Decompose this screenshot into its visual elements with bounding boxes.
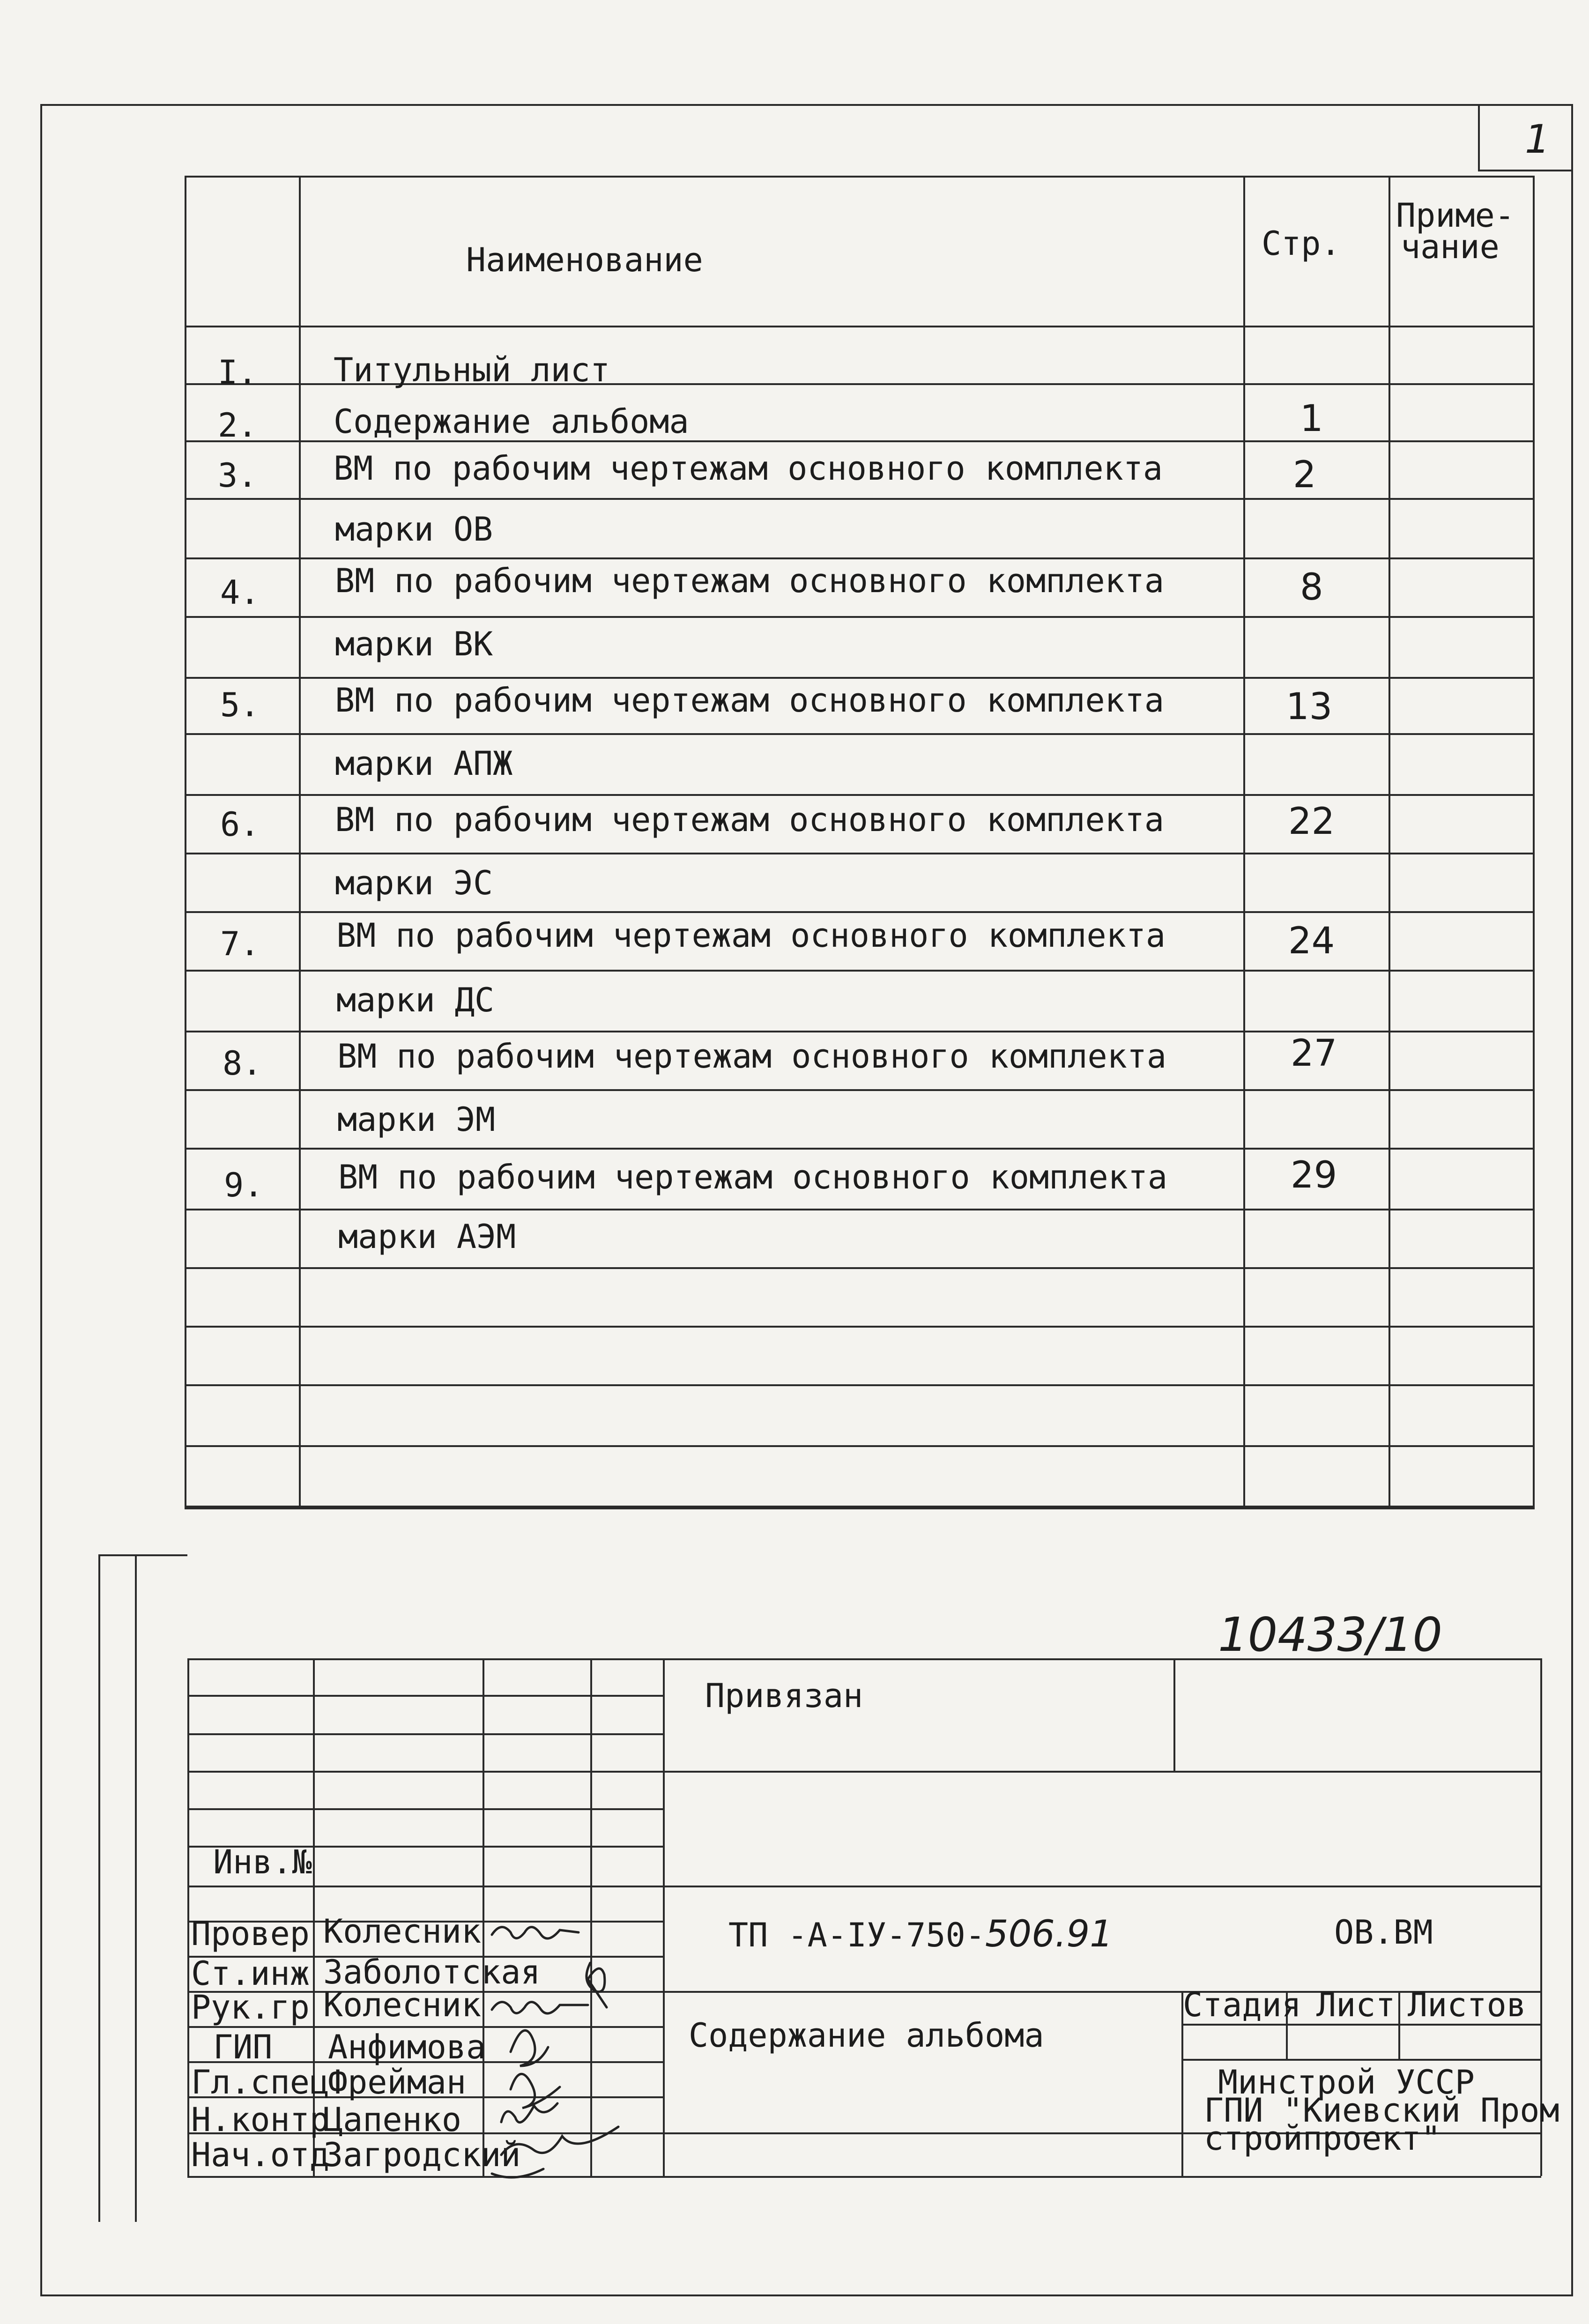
sheet-header: Лист — [1316, 1986, 1396, 2024]
document-code-handwritten: 506.91 — [985, 1913, 1113, 1955]
row-6-number: 6. — [220, 805, 260, 844]
sheets-total-header: Листов — [1408, 1986, 1526, 2024]
row-9-name: ВМ по рабочим чертежам основного комплекта — [338, 1158, 1168, 1196]
sig-role-7: Нач.отд — [191, 2136, 330, 2174]
row-4-number: 4. — [220, 573, 260, 612]
sheet-border-bottom — [41, 2294, 1573, 2296]
sheet-border-top — [41, 104, 1573, 106]
sheet-title: Содержание альбома — [689, 2016, 1044, 2055]
row-6-name: ВМ по рабочим чертежам основного комплекта — [335, 801, 1165, 839]
row-1-number: I. — [218, 353, 258, 392]
bound-label: Привязан — [705, 1677, 863, 1715]
row-3-name: ВМ по рабочим чертежам основного комплекта — [334, 449, 1163, 488]
header-name: Наименование — [466, 241, 703, 279]
row-5-name: ВМ по рабочим чертежам основного комплекта — [335, 681, 1165, 720]
sig-name-7: Загродский — [323, 2136, 521, 2174]
row-3-number: 3. — [218, 456, 258, 495]
row-9-name-2: марки АЭМ — [338, 1218, 516, 1256]
row-4-name-2: марки ВК — [335, 625, 493, 663]
signature-scribbles — [483, 1911, 651, 2192]
sig-role-3: Рук.гр — [191, 1988, 310, 2027]
sheet-border-right — [1571, 104, 1573, 2296]
row-8-name: ВМ по рабочим чертежам основного комплекта — [337, 1037, 1167, 1076]
organization-line-1: Минстрой УССР — [1218, 2063, 1475, 2101]
document-mark: ОВ.ВМ — [1334, 1913, 1433, 1952]
document-code — [728, 1913, 1113, 1955]
row-2-name: Содержание альбома — [334, 402, 689, 441]
row-8-page: 27 — [1291, 1032, 1337, 1075]
row-8-number: 8. — [223, 1044, 262, 1083]
organization-line-3: стройпроект" — [1204, 2119, 1441, 2158]
sig-name-3: Колесник — [323, 1986, 482, 2024]
header-note-2: чание — [1401, 228, 1500, 266]
row-4-name: ВМ по рабочим чертежам основного комплекта — [335, 562, 1165, 600]
row-5-page: 13 — [1286, 686, 1333, 728]
sheet-border-left — [40, 104, 42, 2296]
row-7-name-2: марки ДС — [336, 981, 495, 1019]
sig-name-4: Анфимова — [328, 2028, 486, 2066]
row-7-page: 24 — [1288, 920, 1335, 962]
sig-name-1: Колесник — [323, 1912, 482, 1951]
row-4-page: 8 — [1300, 566, 1323, 609]
stage-header: Стадия — [1183, 1986, 1301, 2024]
sig-role-5: Гл.спец — [191, 2063, 330, 2101]
title-block — [187, 1658, 1541, 1660]
row-3-page: 2 — [1293, 454, 1316, 496]
sheet-number: 1 — [1525, 116, 1550, 162]
row-7-name: ВМ по рабочим чертежам основного комплекта — [336, 916, 1166, 955]
row-7-number: 7. — [220, 925, 260, 963]
sig-role-6: Н.контр — [191, 2101, 330, 2139]
sheet-number-box — [1478, 104, 1480, 170]
sig-name-5: Фрейман — [328, 2063, 467, 2101]
row-3-name-2: марки ОВ — [335, 510, 493, 549]
sig-name-6: Цапенко — [323, 2101, 462, 2139]
row-1-name: Титульный лист — [334, 351, 610, 389]
organization-line-2: ГПИ "Киевский Пром — [1204, 2091, 1559, 2130]
sig-name-2: Заболотская — [323, 1953, 541, 1991]
sig-role-1: Провер — [191, 1915, 310, 1953]
row-2-page: 1 — [1300, 398, 1323, 440]
row-2-number: 2. — [218, 406, 258, 445]
row-6-page: 22 — [1288, 801, 1335, 843]
document-code-printed: ТП -А-IУ-750- — [728, 1916, 985, 1954]
header-note-1: Приме- — [1396, 196, 1515, 235]
header-page: Стр. — [1262, 224, 1341, 263]
inventory-number: 10433/10 — [1218, 1607, 1443, 1662]
row-5-number: 5. — [220, 686, 260, 724]
row-9-page: 29 — [1291, 1154, 1337, 1196]
row-5-name-2: марки АПЖ — [335, 744, 513, 783]
row-9-number: 9. — [224, 1166, 264, 1204]
sig-role-4: ГИП — [213, 2028, 273, 2066]
sig-role-2: Ст.инж — [191, 1954, 310, 1993]
inventory-label: Инв.№ — [213, 1843, 312, 1881]
row-6-name-2: марки ЭС — [335, 864, 493, 902]
binding-strip — [98, 1554, 100, 2222]
row-8-name-2: марки ЭМ — [337, 1100, 496, 1139]
